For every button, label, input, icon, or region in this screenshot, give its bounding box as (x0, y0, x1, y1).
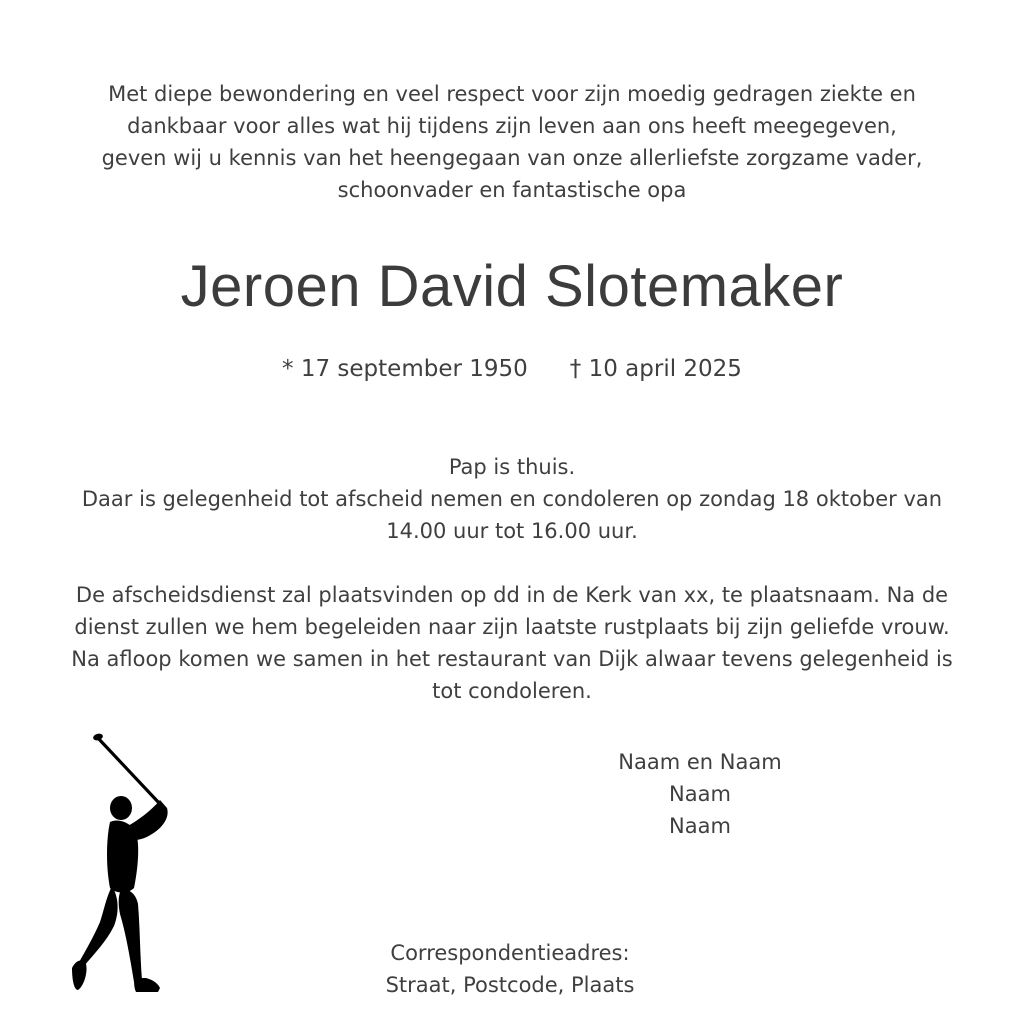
service-line: De afscheidsdienst zal plaatsvinden op dd in de Kerk van xx, te plaatsnaam. Na de (75, 583, 949, 607)
family-names (560, 746, 840, 842)
address-label: Correspondentieadres: (390, 941, 630, 965)
family-name-line: Naam (669, 782, 731, 806)
deceased-name: Jeroen David Slotemaker (180, 254, 844, 319)
service-line: tot condoleren. (432, 679, 592, 703)
service-line: dienst zullen we hem begeleiden naar zijn laatste rustplaats bij zijn geliefde vrouw. (74, 615, 950, 639)
visitation-text (60, 451, 964, 547)
golfer-silhouette-icon (66, 728, 186, 998)
visitation-line: Daar is gelegenheid tot afscheid nemen en condoleren op zondag 18 oktober van (81, 487, 943, 511)
family-name-line: Naam en Naam (618, 750, 782, 774)
intro-line: dankbaar voor alles wat hij tijdens zijn leven aan ons heeft meegegeven, (127, 114, 897, 138)
visitation-line: Pap is thuis. (448, 455, 576, 479)
visitation-line: 14.00 uur tot 16.00 uur. (386, 519, 638, 543)
intro-line: Met diepe bewondering en veel respect voor zijn moedig gedragen ziekte en (108, 82, 916, 106)
intro-line: schoonvader en fantastische opa (337, 178, 687, 202)
intro-line: geven wij u kennis van het heengegaan van onze allerliefste zorgzame vader, (101, 146, 923, 170)
birth-date: * 17 september 1950 (282, 356, 528, 382)
service-line: Na afloop komen we samen in het restaurant van Dijk alwaar tevens gelegenheid is (71, 647, 953, 671)
life-dates (0, 352, 1024, 386)
correspondence-address (340, 937, 680, 1001)
service-text (60, 579, 964, 707)
death-date: † 10 april 2025 (569, 356, 742, 382)
intro-text (60, 78, 964, 206)
family-name-line: Naam (669, 814, 731, 838)
address-value: Straat, Postcode, Plaats (385, 973, 635, 997)
